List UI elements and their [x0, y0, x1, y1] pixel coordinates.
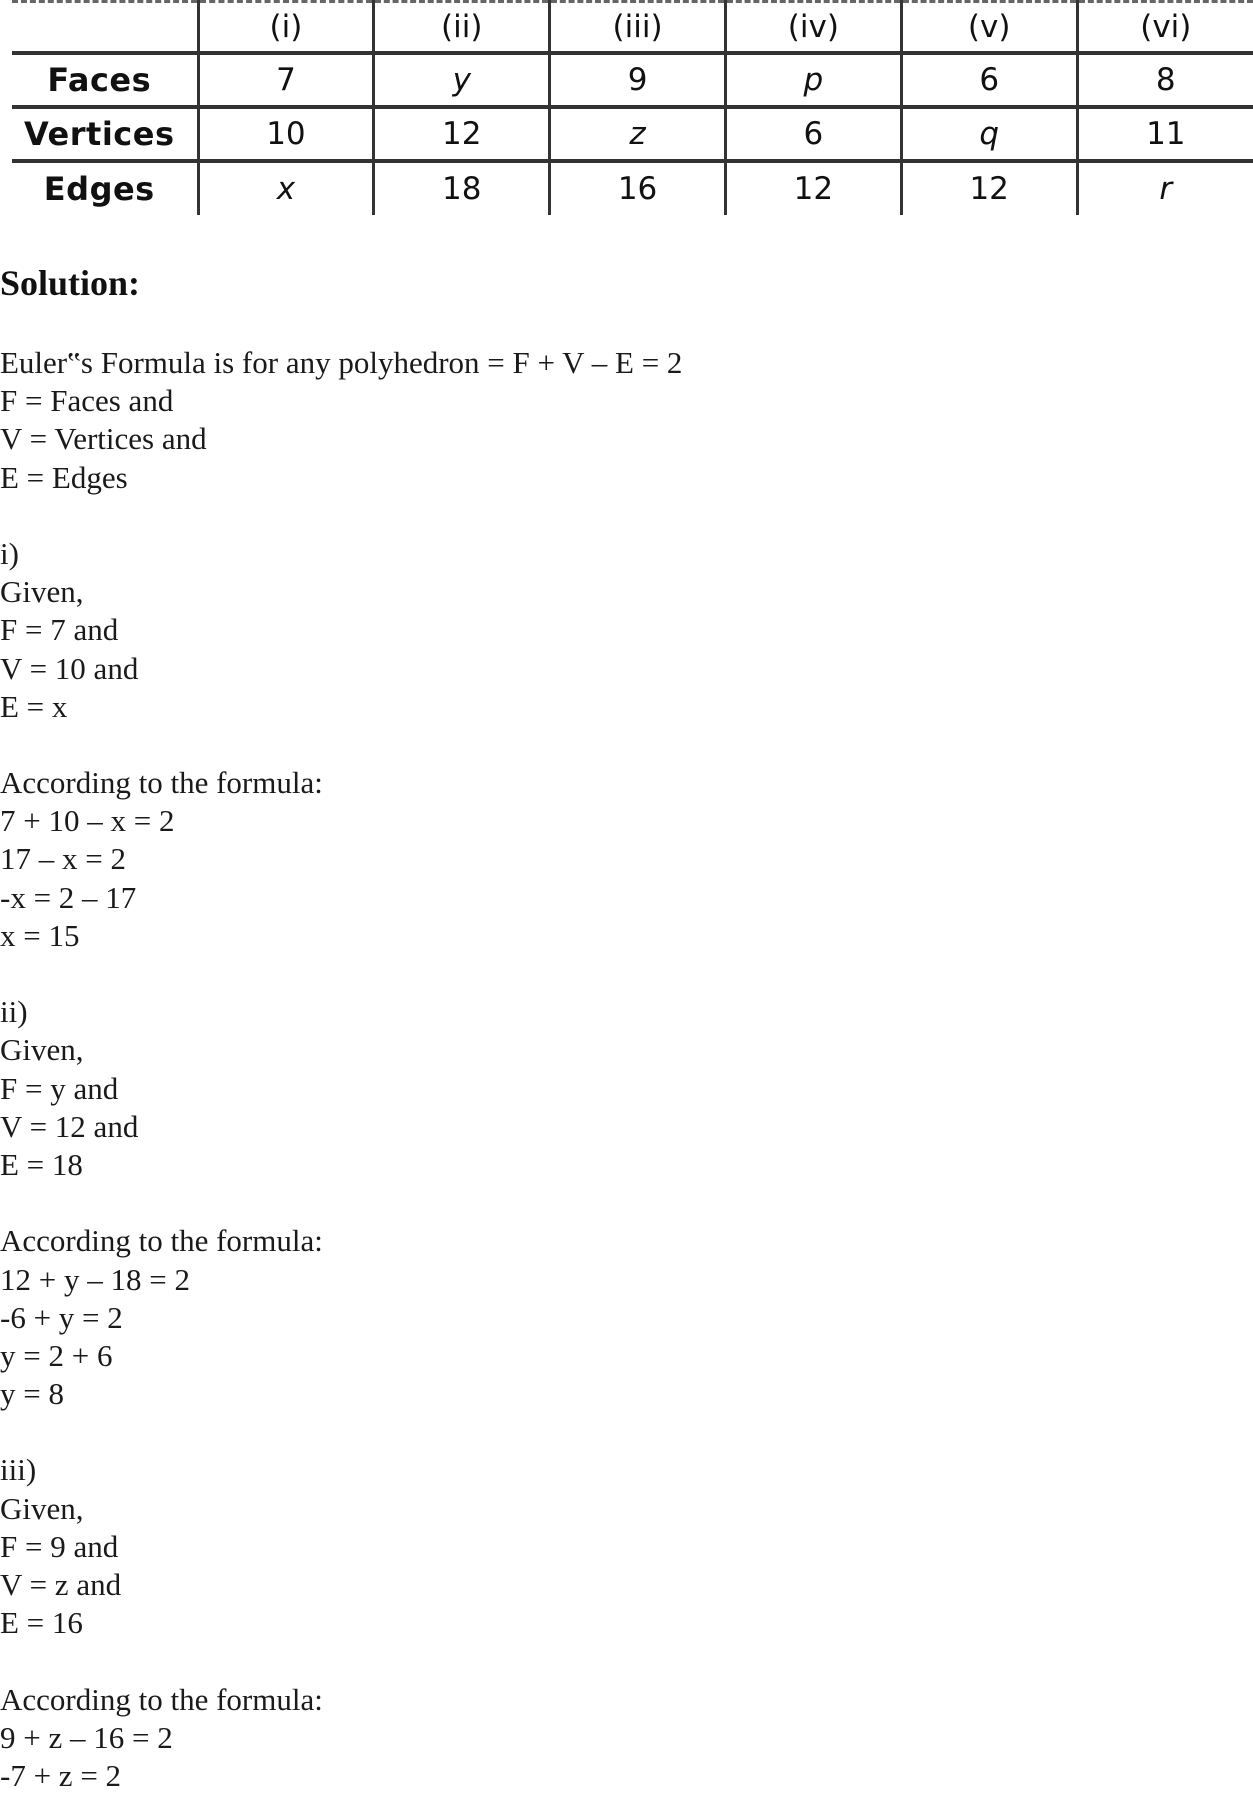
solution-line: E = 18: [0, 1146, 83, 1182]
row-label-edges: Edges: [43, 170, 155, 208]
table-cell: 8: [1077, 53, 1253, 107]
solution-line: F = y and: [0, 1070, 119, 1106]
row-label-faces: Faces: [12, 53, 198, 107]
solution-line: y = 2 + 6: [0, 1337, 113, 1373]
table-header-cell: (iv): [725, 2, 901, 54]
blank-line: [0, 1184, 682, 1222]
solution-line: 9 + z – 16 = 2: [0, 1719, 173, 1755]
table-cell: 6: [725, 107, 901, 161]
table-cell: 16: [550, 161, 726, 215]
solution-line: -7 + z = 2: [0, 1757, 122, 1793]
solution-line: E = 16: [0, 1605, 83, 1641]
table-cell: p: [725, 53, 901, 107]
solution-line: -x = 2 – 17: [0, 879, 137, 915]
table-cell: x: [198, 161, 374, 215]
solution-line: According to the formula:: [0, 1681, 323, 1717]
solution-line: y = 8: [0, 1376, 64, 1412]
solution-line: V = 12 and: [0, 1108, 139, 1144]
solution-line: Given,: [0, 1490, 84, 1526]
solution-text: [0, 344, 682, 1795]
solution-line: F = 7 and: [0, 612, 119, 648]
table-cell: 11: [1077, 107, 1253, 161]
table-header-cell: (ii): [374, 2, 550, 54]
table-header-row: [12, 2, 1253, 54]
table-cell: 10: [198, 107, 374, 161]
polyhedron-table-container: [12, 0, 1253, 215]
table-cell: 12: [374, 107, 550, 161]
solution-line: i): [0, 535, 19, 571]
blank-line: [0, 497, 682, 535]
solution-line: F = Faces and: [0, 383, 174, 419]
table-cell: y: [374, 53, 550, 107]
polyhedron-table: [12, 0, 1253, 215]
solution-line: Euler‟s Formula is for any polyhedron = F + V – E = 2: [0, 345, 683, 380]
solution-line: 12 + y – 18 = 2: [0, 1261, 190, 1297]
solution-line: 7 + 10 – x = 2: [0, 803, 175, 839]
solution-line: E = x: [0, 688, 68, 724]
solution-line: E = Edges: [0, 459, 128, 495]
table-header-cell: (vi): [1077, 2, 1253, 54]
solution-line: Given,: [0, 1032, 84, 1068]
table-cell: 12: [901, 161, 1077, 215]
table-cell: 7: [198, 53, 374, 107]
table-row-vertices: [12, 107, 1253, 161]
table-cell: 9: [550, 53, 726, 107]
table-cell: 18: [374, 161, 550, 215]
solution-line: ii): [0, 994, 28, 1030]
table-cell: q: [901, 107, 1077, 161]
solution-line: x = 15: [0, 917, 80, 953]
table-cell: z: [550, 107, 726, 161]
blank-line: [0, 955, 682, 993]
table-cell: 6: [901, 53, 1077, 107]
solution-line: V = z and: [0, 1567, 122, 1602]
solution-line: iii): [0, 1452, 37, 1488]
table-header-corner: [12, 2, 198, 54]
table-row-edges: [12, 161, 1253, 215]
blank-line: [0, 1413, 682, 1451]
solution-line: V = 10 and: [0, 650, 139, 686]
table-header-cell: (iii): [550, 2, 726, 54]
solution-line: 17 – x = 2: [0, 841, 126, 877]
solution-line: According to the formula:: [0, 765, 323, 801]
blank-line: [0, 1642, 682, 1680]
table-row-faces: [12, 53, 1253, 107]
solution-line: F = 9 and: [0, 1528, 119, 1564]
table-cell: 12: [725, 161, 901, 215]
table-cell: r: [1077, 161, 1253, 215]
solution-line: V = Vertices and: [0, 421, 207, 457]
table-header-cell: (v): [901, 2, 1077, 54]
solution-heading: Solution:: [0, 263, 141, 303]
table-header-cell: (i): [198, 2, 374, 54]
solution-line: -6 + y = 2: [0, 1299, 123, 1335]
solution-line: According to the formula:: [0, 1223, 323, 1259]
solution-line: Given,: [0, 574, 84, 610]
blank-line: [0, 726, 682, 764]
row-label-vertices: Vertices: [12, 107, 198, 161]
